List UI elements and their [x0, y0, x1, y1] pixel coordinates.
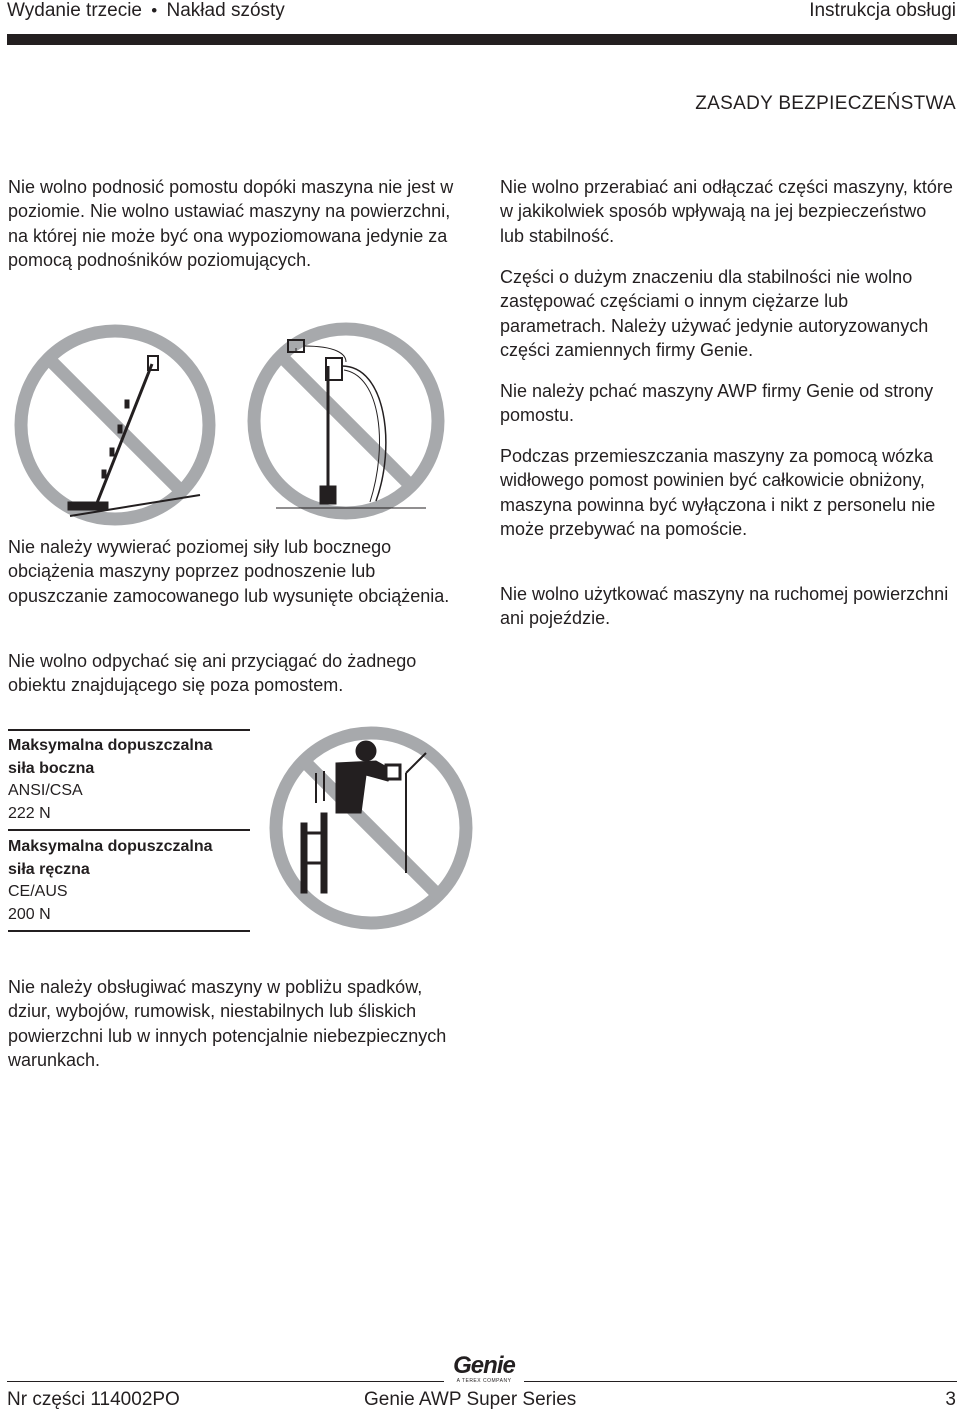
paragraph-pushing-machine: Nie należy pchać maszyny AWP firmy Genie od strony pomostu. [500, 381, 934, 426]
bullet-icon: • [151, 1, 158, 20]
raised-lift-prohibited-illustration [246, 326, 446, 516]
section-title: ZASADY BEZPIECZEŃSTWA [695, 93, 956, 114]
spec-rule-top [8, 729, 250, 731]
paragraph-hazards: Nie należy obsługiwać maszyny w pobliżu spadków, dziur, wybojów, rumowisk, niestabilnych lub śliskich powierzchni lub w innych potencjalnie niebezpiecznych warunkach. [8, 977, 447, 1071]
footer-series: Genie AWP Super Series [364, 1389, 577, 1410]
paragraph-forklift: Podczas przemieszczania maszyny za pomocą wózka widłowego pomost powinien być całkowicie obniżony, maszyna powinna być wyłączona i nikt z personelu nie może przebywać na pomoście. [500, 446, 936, 540]
paragraph-push-pull: Nie wolno odpychać się ani przyciągać do żadnego obiektu znajdującego się poza pomostem. [8, 651, 417, 696]
header-rule [7, 34, 957, 45]
header-manual-title: Instrukcja obsługi [809, 0, 956, 21]
spec-rule-bottom [8, 930, 250, 932]
paragraph-leveling: Nie wolno podnosić pomostu dopóki maszyna nie jest w poziomie. Nie wolno ustawiać maszyny na powierzchni, na której nie może być ona wypoziomowana jedynie za pomocą podnośników poziomujących. [8, 177, 454, 271]
paragraph-moving-surface: Nie wolno użytkować maszyny na ruchomej powierzchni ani pojeździe. [500, 584, 949, 629]
paragraph-side-load: Nie należy wywierać poziomej siły lub bocznego obciążenia maszyny poprzez podnoszenie lub opuszczanie zamocowanego lub wysunięte obciążenia. [8, 537, 450, 606]
spec-rule-middle [8, 829, 250, 831]
footer-page-number: 3 [945, 1389, 956, 1410]
tilted-lift-prohibited-illustration [10, 330, 220, 520]
footer-part-number: Nr części 114002PO [7, 1389, 180, 1410]
spec-manual-force: Maksymalna dopuszczalna siła ręczna CE/AUS 200 N [8, 838, 213, 923]
paragraph-replacement-parts: Części o dużym znaczeniu dla stabilności nie wolno zastępować częściami o innym ciężarze lub parametrach. Należy używać jedynie autoryzowanych części zamiennych firmy Genie. [500, 267, 929, 361]
spec-side-force: Maksymalna dopuszczalna siła boczna ANSI/CSA 222 N [8, 737, 213, 822]
person-pushing-prohibited-illustration [266, 723, 476, 933]
genie-logo: Genie A TEREX COMPANY [444, 1354, 524, 1384]
header-edition: Wydanie trzecie • Nakład szósty [7, 0, 285, 21]
paragraph-modifications: Nie wolno przerabiać ani odłączać części maszyny, które w jakikolwiek sposób wpływają na jej bezpieczeństwo lub stabilność. [500, 177, 953, 246]
